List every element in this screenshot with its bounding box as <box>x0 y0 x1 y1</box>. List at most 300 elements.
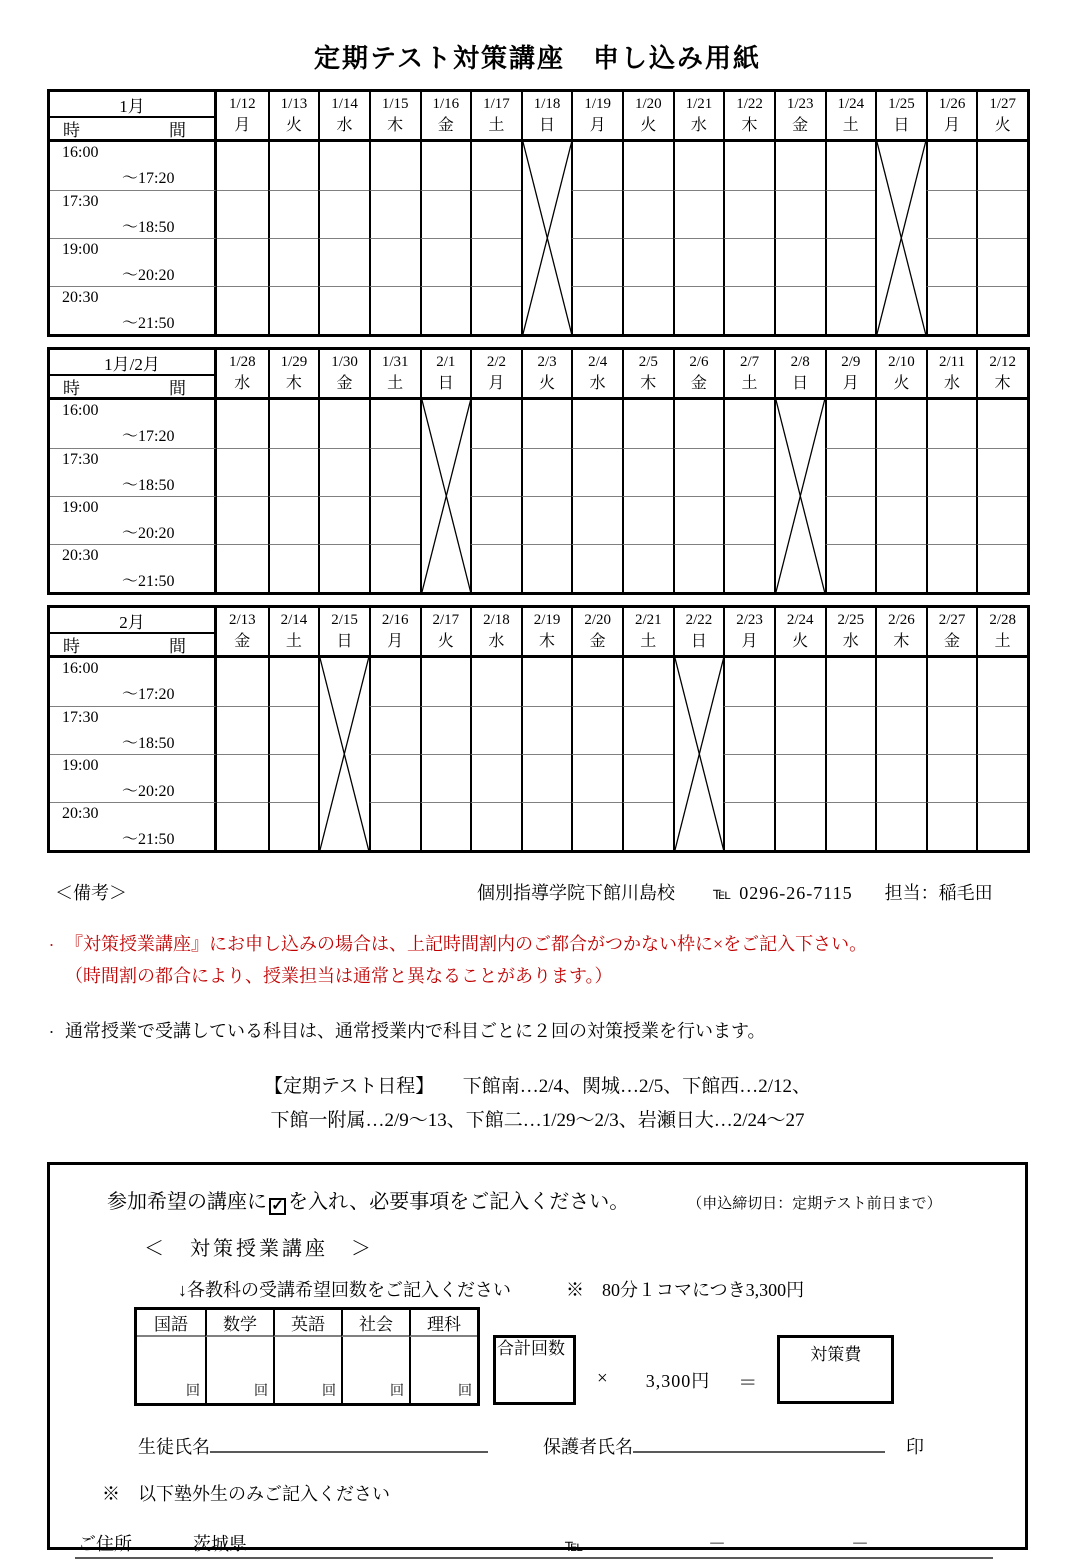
date-header <box>723 92 774 142</box>
day-label: 月 <box>944 116 961 134</box>
slot-cell <box>774 142 825 190</box>
slot-cell <box>926 658 977 706</box>
slot-cell <box>217 802 268 850</box>
day-label: 火 <box>994 116 1011 134</box>
time-end: ～20:20 <box>122 267 175 284</box>
slot-cell <box>723 238 774 286</box>
date-header <box>673 92 724 142</box>
date-header <box>774 350 825 400</box>
date-header <box>825 92 876 142</box>
slot-cell <box>470 286 521 334</box>
date-label: 2/21 <box>634 612 662 629</box>
slot-cell <box>268 190 319 238</box>
slot-cell <box>268 286 319 334</box>
time-start: 20:30 <box>62 289 99 306</box>
date-header <box>622 608 673 658</box>
slot-cell <box>268 142 319 190</box>
day-label: 金 <box>792 116 809 134</box>
date-header <box>470 92 521 142</box>
tel-icon: ℡ <box>713 884 732 903</box>
slot-cell <box>926 400 977 448</box>
slot-cell <box>521 802 572 850</box>
crossed-day-column <box>521 142 572 334</box>
slot-cell <box>217 496 268 544</box>
slot-cell <box>521 400 572 448</box>
date-header <box>268 92 319 142</box>
slot-cell <box>369 706 420 754</box>
tel-dash: － <box>851 1533 869 1554</box>
date-label: 1/13 <box>280 96 308 113</box>
slot-cell <box>420 190 471 238</box>
slot-cell <box>723 802 774 850</box>
slot-cell <box>217 142 268 190</box>
black-note-line: 通常授業で受講している科目は、通常授業内で科目ごとに２回の対策授業を行います。 <box>65 1021 766 1041</box>
external-students-note: ※ 以下塾外生のみご記入ください <box>102 1483 390 1504</box>
fee-calculation <box>493 1335 894 1405</box>
slot-cell <box>875 754 926 802</box>
slot-cell <box>976 238 1027 286</box>
time-end: ～21:50 <box>122 315 175 332</box>
slot-cell <box>673 496 724 544</box>
slot-cell <box>976 658 1027 706</box>
date-header <box>825 608 876 658</box>
red-note <box>46 929 1075 992</box>
schedule-tables <box>0 89 1075 853</box>
slot-cell <box>774 754 825 802</box>
time-end: ～18:50 <box>122 735 175 752</box>
slot-cell <box>622 448 673 496</box>
slot-cell <box>622 802 673 850</box>
tel-dash: － <box>708 1533 726 1554</box>
date-label: 2/5 <box>638 354 658 371</box>
slot-cell <box>622 754 673 802</box>
slot-cell <box>571 238 622 286</box>
date-header <box>976 92 1027 142</box>
slot-cell <box>875 448 926 496</box>
count-unit-label: 回 <box>186 1383 200 1399</box>
date-header <box>217 350 268 400</box>
slot-cell <box>875 496 926 544</box>
slot-cell <box>318 238 369 286</box>
date-label: 2/2 <box>486 354 507 371</box>
date-header <box>622 92 673 142</box>
date-header <box>926 350 977 400</box>
time-slot-label <box>50 706 217 754</box>
slot-cell <box>976 496 1027 544</box>
date-header <box>420 350 471 400</box>
subject-header: 国語 <box>137 1310 205 1337</box>
bullet-icon: ・ <box>46 940 57 952</box>
month-label: 2月 <box>50 608 214 634</box>
date-label: 2/19 <box>533 612 561 629</box>
day-label: 土 <box>741 374 758 392</box>
deadline-note: （申込締切日：定期テスト前日まで） <box>687 1195 942 1212</box>
date-header <box>521 608 572 658</box>
day-label: 月 <box>387 632 404 650</box>
date-header <box>268 350 319 400</box>
slot-cell <box>774 802 825 850</box>
slot-cell <box>673 448 724 496</box>
crossed-day-column <box>420 400 471 592</box>
date-header <box>369 350 420 400</box>
slot-cell <box>420 238 471 286</box>
test-schedule-line1: 【定期テスト日程】 下館南…2/4、関城…2/5、下館西…2/12、 <box>263 1075 812 1097</box>
multiply-sign: × <box>597 1367 608 1389</box>
time-header-left: 時 <box>63 379 80 398</box>
slot-cell <box>825 448 876 496</box>
slot-cell <box>622 190 673 238</box>
date-header <box>318 608 369 658</box>
time-slot-label <box>50 448 217 496</box>
black-note <box>46 1016 1075 1048</box>
subject-count-cell <box>341 1337 409 1403</box>
date-label: 2/23 <box>736 612 763 629</box>
unit-price: 3,300円 <box>645 1370 711 1391</box>
slot-cell <box>420 658 471 706</box>
slot-cell <box>976 286 1027 334</box>
slot-cell <box>875 802 926 850</box>
slot-cell <box>825 802 876 850</box>
contact-person: 担当：稲毛田 <box>884 883 993 903</box>
date-label: 1/21 <box>685 96 713 113</box>
slot-cell <box>774 658 825 706</box>
date-header <box>673 608 724 658</box>
remarks-label: ＜備考＞ <box>55 883 127 903</box>
tel-icon: ℡ <box>565 1535 584 1555</box>
total-count-box <box>493 1335 576 1405</box>
schedule-table-2 <box>47 347 1030 595</box>
date-label: 2/17 <box>432 612 460 629</box>
slot-cell <box>268 754 319 802</box>
slot-cell <box>673 544 724 592</box>
time-start: 19:00 <box>62 757 99 774</box>
slot-cell <box>926 802 977 850</box>
count-instruction-row <box>178 1276 1003 1302</box>
slot-cell <box>470 400 521 448</box>
slot-cell <box>825 142 876 190</box>
time-header-right: 間 <box>169 637 186 656</box>
fee-label: 対策費 <box>810 1344 862 1364</box>
slot-cell <box>521 544 572 592</box>
day-label: 木 <box>994 374 1011 392</box>
date-header <box>217 608 268 658</box>
day-label: 日 <box>792 374 809 392</box>
application-box <box>47 1162 1028 1555</box>
date-header <box>369 92 420 142</box>
school-tel: 0296-26-7115 <box>739 883 853 903</box>
slot-cell <box>673 190 724 238</box>
student-name-field <box>210 1433 488 1453</box>
slot-cell <box>571 496 622 544</box>
day-label: 水 <box>234 374 251 392</box>
slot-cell <box>318 448 369 496</box>
slot-cell <box>825 496 876 544</box>
day-label: 月 <box>589 116 606 134</box>
slot-cell <box>723 706 774 754</box>
date-label: 1/30 <box>331 354 358 371</box>
instruction-text: 参加希望の講座に ✓ を入れ、必要事項をご記入ください。 <box>107 1190 630 1214</box>
day-label: 火 <box>640 116 657 134</box>
slot-cell <box>825 190 876 238</box>
date-label: 2/20 <box>584 612 612 629</box>
schedule-table-3 <box>47 605 1030 853</box>
slot-cell <box>217 706 268 754</box>
count-unit-label: 回 <box>254 1383 268 1399</box>
date-label: 1/25 <box>888 96 915 113</box>
day-label: 土 <box>640 632 657 650</box>
slot-cell <box>976 400 1027 448</box>
slot-cell <box>318 544 369 592</box>
slot-cell <box>673 238 724 286</box>
slot-cell <box>976 802 1027 850</box>
fee-box <box>777 1335 894 1404</box>
time-start: 17:30 <box>62 451 99 468</box>
red-note-line1: 『対策授業講座』にお申し込みの場合は、上記時間割内のご都合がつかない枠に×をご記入下さい。 <box>65 934 868 954</box>
date-header <box>926 92 977 142</box>
day-label: 金 <box>234 632 251 650</box>
date-label: 1/23 <box>786 96 814 113</box>
date-label: 2/9 <box>841 354 861 371</box>
time-header <box>50 634 214 655</box>
guardian-name-label: 保護者氏名 <box>543 1436 633 1457</box>
date-label: 1/14 <box>331 96 358 113</box>
day-label: 木 <box>539 632 556 650</box>
slot-cell <box>926 448 977 496</box>
date-header <box>318 92 369 142</box>
date-label: 2/12 <box>989 354 1017 371</box>
date-header <box>571 608 622 658</box>
date-header <box>521 92 572 142</box>
names-row <box>138 1433 1003 1459</box>
date-label: 2/11 <box>939 354 966 371</box>
date-header <box>875 92 926 142</box>
slot-cell <box>622 658 673 706</box>
slot-cell <box>268 544 319 592</box>
slot-cell <box>622 706 673 754</box>
date-label: 1/22 <box>736 96 763 113</box>
slot-cell <box>723 754 774 802</box>
time-start: 19:00 <box>62 241 99 258</box>
date-label: 1/28 <box>228 354 256 371</box>
day-label: 水 <box>336 116 353 134</box>
time-start: 17:30 <box>62 709 99 726</box>
slot-cell <box>926 286 977 334</box>
time-end: ～17:20 <box>122 686 175 703</box>
time-header-right: 間 <box>169 379 186 398</box>
slot-cell <box>268 802 319 850</box>
day-label: 月 <box>488 374 505 392</box>
slot-cell <box>420 754 471 802</box>
date-label: 1/15 <box>381 96 409 113</box>
date-label: 2/14 <box>280 612 308 629</box>
slot-cell <box>571 706 622 754</box>
date-label: 2/22 <box>685 612 713 629</box>
time-end: ～20:20 <box>122 783 175 800</box>
date-label: 2/6 <box>689 354 709 371</box>
bullet-icon: ・ <box>46 1027 57 1039</box>
time-column-header <box>50 608 217 658</box>
slot-cell <box>774 190 825 238</box>
day-label: 金 <box>944 632 961 650</box>
date-header <box>774 92 825 142</box>
instruction-row <box>107 1185 1003 1215</box>
date-header <box>976 608 1027 658</box>
time-header-left: 時 <box>63 637 80 656</box>
time-slot-label <box>50 142 217 190</box>
subject-count-cell <box>205 1337 273 1403</box>
time-slot-label <box>50 400 217 448</box>
slot-cell <box>723 142 774 190</box>
slot-cell <box>369 496 420 544</box>
time-slot-label <box>50 802 217 850</box>
slot-cell <box>825 286 876 334</box>
slot-cell <box>521 496 572 544</box>
date-header <box>825 350 876 400</box>
slot-cell <box>571 658 622 706</box>
day-label: 月 <box>741 632 758 650</box>
date-header <box>470 350 521 400</box>
date-header <box>571 350 622 400</box>
page-title: 定期テスト対策講座 申し込み用紙 <box>314 44 761 73</box>
slot-cell <box>926 496 977 544</box>
time-end: ～21:50 <box>122 573 175 590</box>
slot-cell <box>976 190 1027 238</box>
slot-cell <box>369 754 420 802</box>
slot-cell <box>774 286 825 334</box>
date-label: 2/26 <box>888 612 915 629</box>
slot-cell <box>217 658 268 706</box>
checkbox-icon: ✓ <box>269 1198 286 1215</box>
test-schedule-line2: 下館一附属…2/9～13、下館二…1/29～2/3、岩瀬日大…2/24～27 <box>270 1109 805 1131</box>
day-label: 火 <box>893 374 910 392</box>
time-slot-label <box>50 658 217 706</box>
date-label: 1/16 <box>432 96 460 113</box>
slot-cell <box>217 400 268 448</box>
remarks-row <box>55 879 1075 905</box>
time-start: 20:30 <box>62 547 99 564</box>
slot-cell <box>318 400 369 448</box>
slot-cell <box>875 400 926 448</box>
address-label: ご住所 <box>78 1533 132 1554</box>
slot-cell <box>976 706 1027 754</box>
total-count-label: 合計回数 <box>497 1338 565 1358</box>
date-label: 1/27 <box>989 96 1017 113</box>
date-header <box>673 350 724 400</box>
date-label: 2/4 <box>588 354 608 371</box>
slot-cell <box>470 658 521 706</box>
slot-cell <box>622 496 673 544</box>
date-label: 1/26 <box>938 96 966 113</box>
subject-count-cell <box>409 1337 477 1403</box>
slot-cell <box>521 706 572 754</box>
date-header <box>420 608 471 658</box>
subject-count-cell <box>273 1337 341 1403</box>
slot-cell <box>571 286 622 334</box>
slot-cell <box>369 286 420 334</box>
date-label: 1/12 <box>228 96 256 113</box>
time-slot-label <box>50 544 217 592</box>
day-label: 水 <box>842 632 859 650</box>
date-header <box>723 350 774 400</box>
slot-cell <box>723 544 774 592</box>
date-header <box>318 350 369 400</box>
date-label: 2/7 <box>739 354 760 371</box>
day-label: 木 <box>387 116 404 134</box>
slot-cell <box>217 544 268 592</box>
slot-cell <box>217 286 268 334</box>
time-column-header <box>50 350 217 400</box>
slot-cell <box>268 658 319 706</box>
date-header <box>268 608 319 658</box>
slot-cell <box>825 754 876 802</box>
date-header <box>926 608 977 658</box>
slot-cell <box>622 142 673 190</box>
slot-cell <box>318 190 369 238</box>
day-label: 日 <box>437 374 454 392</box>
crossed-day-column <box>318 658 369 850</box>
day-label: 日 <box>336 632 353 650</box>
slot-cell <box>470 142 521 190</box>
time-start: 20:30 <box>62 805 99 822</box>
slot-cell <box>875 658 926 706</box>
slot-cell <box>521 658 572 706</box>
date-label: 1/17 <box>483 96 510 113</box>
slot-cell <box>774 238 825 286</box>
time-start: 19:00 <box>62 499 99 516</box>
red-note-line2: （時間割の都合により、授業担当は通常と異なることがあります。） <box>65 965 613 986</box>
slot-cell <box>268 706 319 754</box>
date-label: 1/19 <box>584 96 612 113</box>
slot-cell <box>268 238 319 286</box>
day-label: 土 <box>285 632 302 650</box>
application-form-page <box>0 38 1075 1556</box>
slot-cell <box>217 190 268 238</box>
day-label: 水 <box>589 374 606 392</box>
slot-cell <box>217 448 268 496</box>
time-slot-label <box>50 190 217 238</box>
day-label: 火 <box>539 374 556 392</box>
slot-cell <box>369 448 420 496</box>
slot-cell <box>571 754 622 802</box>
slot-cell <box>825 400 876 448</box>
date-label: 2/3 <box>537 354 557 371</box>
subject-count-table <box>134 1307 480 1406</box>
slot-cell <box>571 544 622 592</box>
date-label: 2/28 <box>989 612 1017 629</box>
day-label: 火 <box>792 632 809 650</box>
slot-cell <box>369 142 420 190</box>
count-unit-label: 回 <box>322 1383 336 1399</box>
day-label: 金 <box>336 374 353 392</box>
time-slot-label <box>50 496 217 544</box>
day-label: 木 <box>285 374 302 392</box>
slot-cell <box>723 190 774 238</box>
slot-cell <box>420 286 471 334</box>
seal-label: 印 <box>906 1436 924 1457</box>
date-header <box>774 608 825 658</box>
slot-cell <box>521 448 572 496</box>
slot-cell <box>217 238 268 286</box>
time-header-left: 時 <box>63 121 80 140</box>
date-header <box>875 608 926 658</box>
school-name: 個別指導学院下館川島校 <box>477 883 675 903</box>
slot-cell <box>571 400 622 448</box>
date-header <box>571 92 622 142</box>
slot-cell <box>926 754 977 802</box>
time-end: ～18:50 <box>122 477 175 494</box>
slot-cell <box>318 142 369 190</box>
crossed-day-column <box>673 658 724 850</box>
